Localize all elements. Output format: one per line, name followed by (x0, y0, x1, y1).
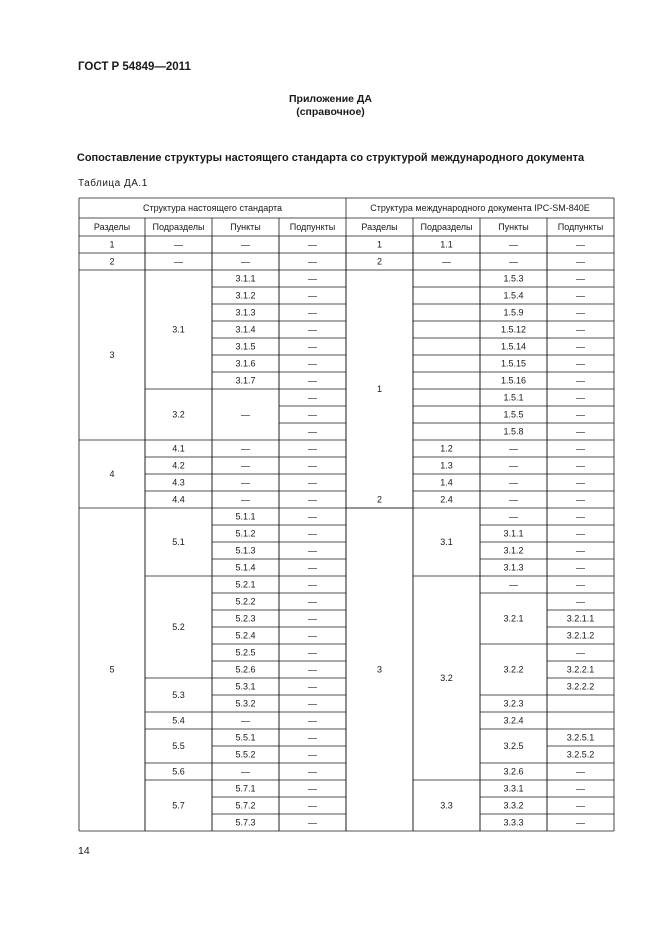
table-cell: — (308, 494, 317, 505)
table-cell: 3.1.4 (235, 324, 256, 335)
table-cell: — (308, 579, 317, 590)
table-cell: — (509, 579, 518, 590)
table-cell: — (509, 494, 518, 505)
table-cell: 5.3.1 (235, 681, 256, 692)
table-cell: — (576, 460, 585, 471)
table-cell: 3.1.7 (235, 375, 256, 386)
table-cell: — (308, 715, 317, 726)
table-cell: — (576, 817, 585, 828)
table-cell: 2 (376, 494, 383, 505)
table-cell: 5.2.3 (235, 613, 256, 624)
table-cell: 1.5.15 (500, 358, 527, 369)
section-title: Сопоставление структуры настоящего стандарта со структурой международного документа (76, 152, 585, 164)
column-header: Разделы (93, 222, 131, 232)
table-cell: 3.2.2 (503, 664, 524, 675)
table-cell: — (576, 579, 585, 590)
table-cell: — (509, 256, 518, 267)
table-cell: 3.2.1.2 (566, 630, 595, 641)
table-cell: 3.2.6 (503, 766, 524, 777)
table-cell: — (308, 409, 317, 420)
table-cell: 3.1.1 (235, 273, 256, 284)
table-cell: — (308, 511, 317, 522)
table-cell: — (241, 409, 250, 420)
column-header: Пункты (498, 222, 529, 232)
table-cell: — (576, 647, 585, 658)
table-cell: — (308, 681, 317, 692)
table-cell: 5.3 (172, 690, 185, 700)
table-cell: — (308, 239, 317, 250)
table-cell: — (308, 647, 317, 658)
table-cell: 3.1 (172, 324, 185, 335)
table-cell: — (576, 766, 585, 777)
table-cell: — (241, 256, 250, 267)
table-cell: 5.2.5 (235, 647, 256, 658)
table-cell: — (509, 477, 518, 488)
table-cell: 3.1 (440, 537, 453, 547)
table-grid-lines (79, 198, 614, 831)
table-cell: 3.1.3 (235, 307, 256, 318)
table-cell: — (576, 409, 585, 420)
table-cell: — (509, 239, 518, 250)
table-cell: 5 (109, 664, 115, 675)
table-cell: 3.1.2 (235, 290, 256, 301)
table-cell: — (576, 494, 585, 505)
table-cell: 3.2.4 (503, 715, 524, 726)
table-cell: 1 (109, 239, 115, 250)
table-cell: 5.5.2 (235, 749, 256, 760)
table-cell: — (174, 256, 183, 267)
table-cell: 3.3.3 (503, 817, 524, 828)
table-cell: — (241, 239, 250, 250)
table-cell: 1.5.1 (503, 392, 524, 403)
table-cell: — (308, 630, 317, 641)
table-cell: 5.7 (172, 800, 185, 811)
table-cell: — (174, 239, 183, 250)
table-cell: — (576, 358, 585, 369)
table-cell: — (308, 698, 317, 709)
table-cell: — (308, 290, 317, 301)
table-cell: 2 (376, 256, 383, 267)
table-cell: — (308, 732, 317, 743)
table-cell: 5.1.1 (235, 511, 256, 522)
table-cell: — (308, 273, 317, 284)
table-cell: — (241, 494, 250, 505)
table-cell: 5.5.1 (235, 732, 256, 743)
table-cell: — (576, 307, 585, 318)
table-cell: — (308, 562, 317, 573)
table-cell: 1.4 (440, 477, 453, 488)
table-cell: 3.1.5 (235, 341, 256, 352)
table-cell: 5.5 (172, 741, 185, 751)
table-cell: — (576, 443, 585, 454)
table-cell: 5.7.2 (235, 800, 256, 811)
table-cell: 1.5.3 (503, 273, 524, 284)
table-cell: — (308, 341, 317, 352)
table-cell: 5.7.1 (235, 783, 256, 794)
table-cell: 4.2 (172, 460, 185, 471)
table-cell: 1.3 (440, 460, 453, 471)
column-header: Подразделы (420, 222, 473, 232)
table-cell: — (509, 511, 518, 522)
table-cell: 1.5.9 (503, 307, 524, 318)
table-cell: 3.2.5.1 (566, 732, 595, 743)
table-cell: — (308, 460, 317, 471)
table-cell: 5.2 (172, 622, 185, 632)
table-cell: 1.5.8 (503, 426, 524, 437)
table-cell: — (308, 613, 317, 624)
table-cell: 3 (376, 664, 383, 675)
table-cell: 3.2.3 (503, 698, 524, 709)
table-cell: 3.2.1.1 (566, 613, 595, 624)
table-cell: — (576, 426, 585, 437)
table-cell: — (509, 460, 518, 471)
table-cell: 1.2 (440, 443, 453, 454)
table-cell: 5.1 (172, 537, 185, 547)
table-cell: 3.1.6 (235, 358, 256, 369)
table-cell: — (308, 426, 317, 437)
table-cell: — (308, 664, 317, 675)
table-cell: 4.3 (172, 477, 185, 488)
table-cell: 3.3 (440, 800, 453, 811)
table-cell: 5.2.6 (235, 664, 256, 675)
table-cell: — (576, 273, 585, 284)
table-cell: — (308, 783, 317, 794)
table-cell: — (308, 324, 317, 335)
page-number: 14 (78, 845, 90, 857)
table-cell: 4.1 (172, 443, 185, 454)
column-header: Подпункты (557, 222, 604, 232)
table-cell: 1.5.14 (500, 341, 527, 352)
table-cell: 3.2.2.1 (566, 664, 595, 675)
table-cell: — (241, 766, 250, 777)
table-cell: 1.5.16 (500, 375, 527, 386)
table-cell: 2.4 (440, 494, 453, 505)
column-header: Разделы (361, 222, 398, 232)
table-cell: — (241, 460, 250, 471)
table-cell: 5.2.4 (235, 630, 256, 641)
table-cell: — (576, 800, 585, 811)
table-cell: 1.5.4 (503, 290, 524, 301)
table-cell: 3.1.3 (503, 562, 524, 573)
column-header: Подпункты (289, 222, 336, 232)
table-cell: — (576, 324, 585, 335)
table-cell: — (509, 443, 518, 454)
table-cell: — (308, 545, 317, 556)
table-cell: 1.5.5 (503, 409, 524, 420)
table-cell: — (308, 817, 317, 828)
table-cell: — (576, 477, 585, 488)
table-cell: 5.7.3 (235, 817, 256, 828)
table-cell: — (308, 307, 317, 318)
table-cell: 3.2.2.2 (566, 681, 595, 692)
table-cell: — (308, 749, 317, 760)
table-cell: — (308, 358, 317, 369)
table-cell: — (308, 800, 317, 811)
table-cell: — (241, 715, 250, 726)
table-name: Таблица ДА.1 (78, 178, 148, 189)
table-cell: — (308, 766, 317, 777)
table-cell: — (308, 596, 317, 607)
table-cell: — (442, 256, 451, 267)
table-cell: 3.2.5.2 (566, 749, 595, 760)
column-header: Подразделы (152, 222, 205, 232)
table-cell: — (576, 783, 585, 794)
table-cell: 5.2.2 (235, 596, 256, 607)
table-cell: 1 (376, 384, 383, 394)
table-cell: — (576, 562, 585, 573)
table-cell: 1 (376, 239, 383, 250)
table-cell: 3.3.2 (503, 800, 524, 811)
table-cells (94, 203, 603, 828)
table-cell: — (308, 477, 317, 488)
table-cell: 3.1.2 (503, 545, 524, 556)
table-cell: 1.5.12 (500, 324, 527, 335)
table-cell: — (241, 443, 250, 454)
table-cell: 3.2 (440, 673, 453, 683)
table-cell: 3.2 (172, 409, 185, 420)
table-cell: — (576, 596, 585, 607)
table-cell: 5.1.4 (235, 562, 256, 573)
table-cell: 3.2.1 (503, 613, 524, 624)
table-cell: 3.3.1 (503, 783, 524, 794)
table-cell: 2 (109, 256, 115, 267)
table-cell: — (308, 375, 317, 386)
table-cell: — (308, 528, 317, 539)
group-header-left: Структура настоящего стандарта (142, 203, 283, 213)
appendix-note: (справочное) (296, 106, 365, 118)
table-cell: 3.2.5 (503, 741, 524, 751)
table-cell: 5.3.2 (235, 698, 256, 709)
table-cell: 1.1 (440, 239, 453, 250)
table-cell: — (576, 375, 585, 386)
table-cell: 5.6 (172, 766, 185, 777)
table-cell: — (576, 528, 585, 539)
table-cell: 5.1.3 (235, 545, 256, 556)
table-cell: — (576, 256, 585, 267)
table-cell: — (576, 511, 585, 522)
table-cell: — (308, 392, 317, 403)
table-cell: — (241, 477, 250, 488)
group-header-right: Структура международного документа IPC-SM-840E (370, 203, 590, 213)
table-cell: — (576, 290, 585, 301)
table-cell: 3 (109, 350, 115, 360)
table-cell: — (308, 443, 317, 454)
table-cell: 4 (109, 469, 115, 479)
table-cell: — (308, 256, 317, 267)
table-cell: 5.2.1 (235, 579, 256, 590)
table-cell: — (576, 545, 585, 556)
table-cell: 5.4 (172, 715, 185, 726)
table-cell: 5.1.2 (235, 528, 256, 539)
table-cell: — (576, 239, 585, 250)
appendix-title: Приложение ДА (289, 93, 372, 105)
table-cell: — (576, 341, 585, 352)
table-cell: 3.1.1 (503, 528, 524, 539)
document-header: ГОСТ Р 54849—2011 (78, 61, 191, 73)
table-cell: 4.4 (172, 494, 185, 505)
table-cell: — (576, 392, 585, 403)
column-header: Пункты (230, 222, 261, 232)
